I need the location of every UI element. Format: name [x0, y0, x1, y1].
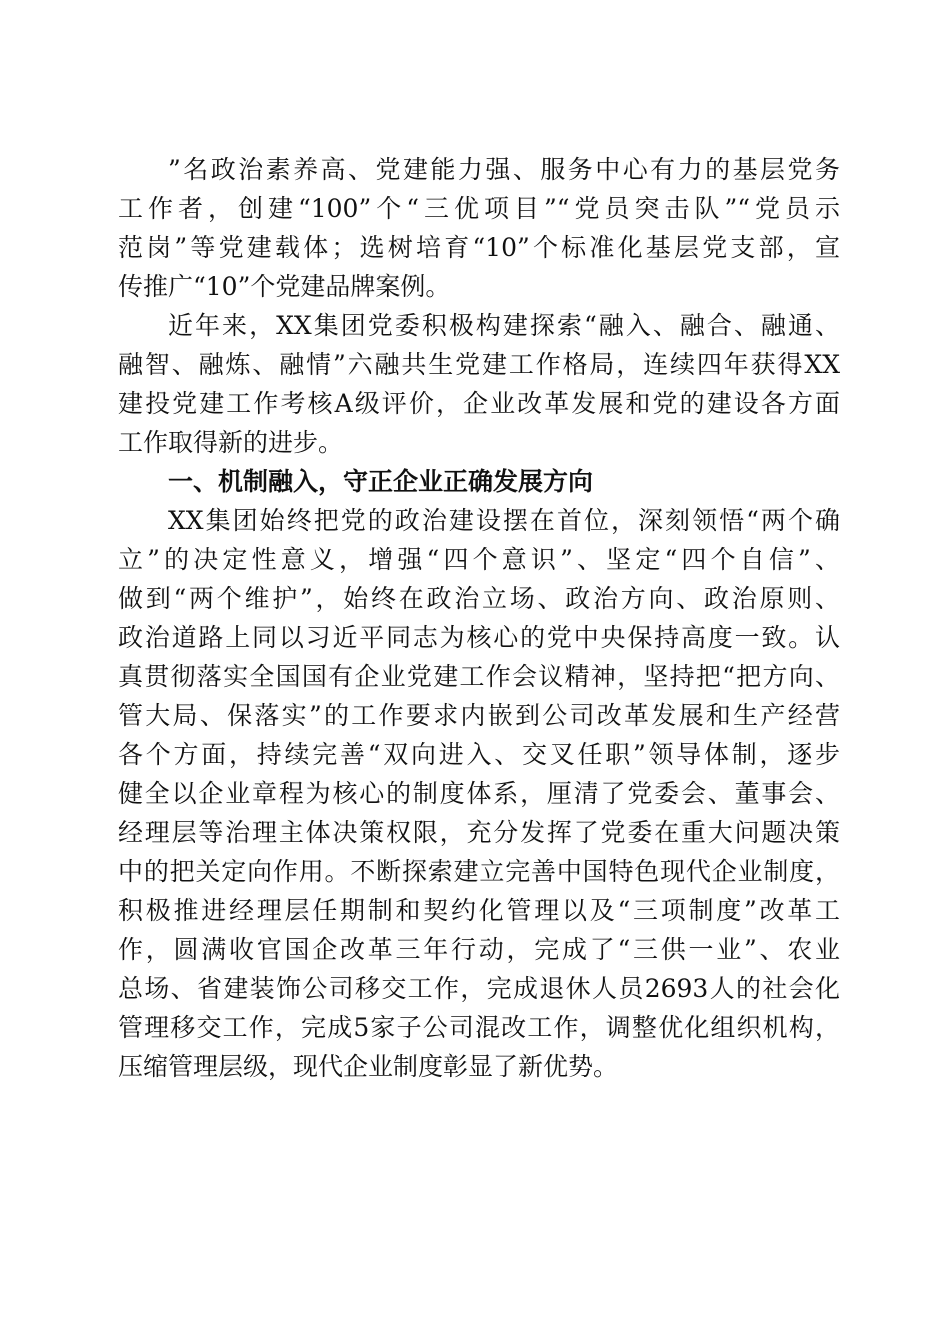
text-line: 范岗”等党建载体；选树培育“10”个标准化基层党支部，宣 — [118, 233, 840, 262]
text-line: ”名政治素养高、党建能力强、服务中心有力的基层党务 — [168, 155, 840, 184]
paragraph-mechanism — [118, 501, 840, 1086]
text-line: 近年来，XX集团党委积极构建探索“融入、融合、融通、 — [168, 311, 840, 340]
text-line: XX集团始终把党的政治建设摆在首位，深刻领悟“两个确 — [168, 506, 840, 535]
text-line: 真贯彻落实全国国有企业党建工作会议精神，坚持把“把方向、 — [118, 662, 840, 691]
text-line: 政治道路上同以习近平同志为核心的党中央保持高度一致。认 — [118, 623, 840, 652]
paragraph-intro — [118, 306, 840, 462]
text-line: 中的把关定向作用。不断探索建立完善中国特色现代企业制度， — [118, 857, 840, 886]
paragraph-continuation — [118, 150, 840, 306]
text-line: 融智、融炼、融情”六融共生党建工作格局，连续四年获得XX — [118, 350, 840, 379]
text-line: 工作者，创建“100”个“三优项目”“党员突击队”“党员示 — [118, 194, 840, 223]
heading-text: 一、机制融入，守正企业正确发展方向 — [168, 467, 594, 496]
text-line: 积极推进经理层任期制和契约化管理以及“三项制度”改革工 — [118, 896, 840, 925]
text-line: 各个方面，持续完善“双向进入、交叉任职”领导体制，逐步 — [118, 740, 840, 769]
text-line: 健全以企业章程为核心的制度体系，厘清了党委会、董事会、 — [118, 779, 840, 808]
text-line: 管大局、保落实”的工作要求内嵌到公司改革发展和生产经营 — [118, 701, 840, 730]
text-line: 建投党建工作考核A级评价，企业改革发展和党的建设各方面 — [118, 389, 840, 418]
document-body — [118, 150, 840, 1086]
text-line: 经理层等治理主体决策权限，充分发挥了党委在重大问题决策 — [118, 818, 840, 847]
section-heading — [118, 462, 840, 501]
text-line: 作，圆满收官国企改革三年行动，完成了“三供一业”、农业 — [118, 935, 840, 964]
text-line: 做到“两个维护”，始终在政治立场、政治方向、政治原则、 — [118, 584, 840, 613]
text-line: 压缩管理层级，现代企业制度彰显了新优势。 — [118, 1052, 619, 1081]
text-line: 传推广“10”个党建品牌案例。 — [118, 272, 451, 301]
text-line: 立”的决定性意义，增强“四个意识”、坚定“四个自信”、 — [118, 545, 840, 574]
text-line: 管理移交工作，完成5家子公司混改工作，调整优化组织机构， — [118, 1013, 840, 1042]
text-line: 总场、省建装饰公司移交工作，完成退休人员2693人的社会化 — [118, 974, 840, 1003]
text-line: 工作取得新的进步。 — [118, 428, 344, 457]
